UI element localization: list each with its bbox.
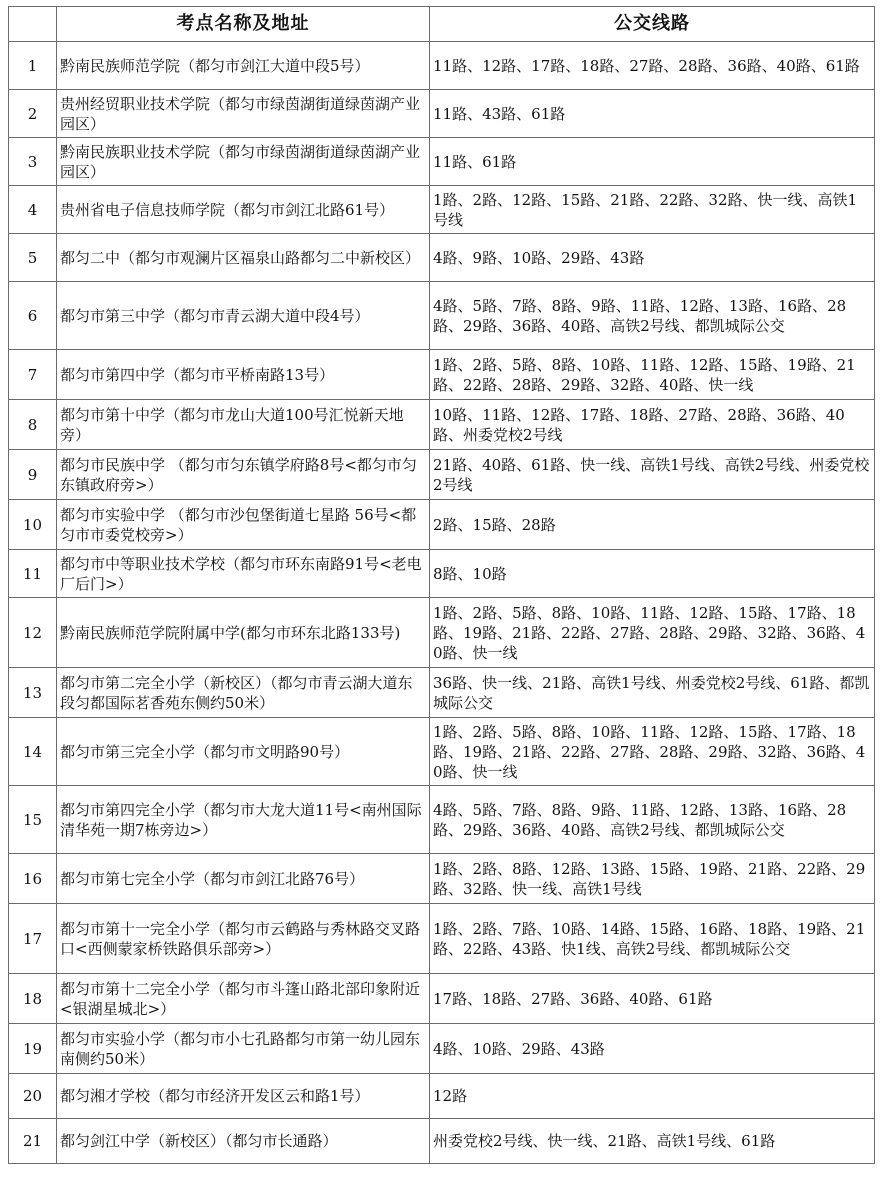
row-number: 17 [9, 904, 57, 974]
exam-site-name-address: 都匀市第十中学（都匀市龙山大道100号汇悦新天地旁） [57, 400, 430, 450]
table-row [9, 854, 875, 904]
bus-routes: 1路、2路、7路、10路、14路、15路、16路、18路、19路、21路、22路、43路、快1线、高铁2号线、都凯城际公交 [430, 904, 875, 974]
bus-routes: 8路、10路 [430, 550, 875, 598]
table-row [9, 138, 875, 186]
bus-routes: 1路、2路、8路、12路、13路、15路、19路、21路、22路、29路、32路、快一线、高铁1号线 [430, 854, 875, 904]
row-number: 9 [9, 450, 57, 500]
bus-routes: 1路、2路、5路、8路、10路、11路、12路、15路、17路、18路、19路、21路、22路、27路、28路、29路、32路、36路、40路、快一线 [430, 598, 875, 668]
bus-routes: 10路、11路、12路、17路、18路、27路、28路、36路、40路、州委党校2号线 [430, 400, 875, 450]
row-number: 2 [9, 90, 57, 138]
bus-routes: 4路、5路、7路、8路、9路、11路、12路、13路、16路、28路、29路、36路、40路、高铁2号线、都凯城际公交 [430, 282, 875, 350]
table-row [9, 450, 875, 500]
row-number: 14 [9, 718, 57, 786]
exam-site-name-address: 都匀市实验小学（都匀市小七孔路都匀市第一幼儿园东南侧约50米） [57, 1024, 430, 1074]
row-number: 11 [9, 550, 57, 598]
bus-routes: 1路、2路、5路、8路、10路、11路、12路、15路、17路、18路、19路、21路、22路、27路、28路、29路、32路、36路、40路、快一线 [430, 718, 875, 786]
table-row [9, 1119, 875, 1164]
row-number: 19 [9, 1024, 57, 1074]
row-number: 4 [9, 186, 57, 234]
table-row [9, 282, 875, 350]
bus-routes: 11路、12路、17路、18路、27路、28路、36路、40路、61路 [430, 42, 875, 90]
exam-site-name-address: 都匀市民族中学 （都匀市匀东镇学府路8号<都匀市匀东镇政府旁>） [57, 450, 430, 500]
row-number: 13 [9, 668, 57, 718]
exam-site-name-address: 都匀市第七完全小学（都匀市剑江北路76号） [57, 854, 430, 904]
bus-routes: 1路、2路、12路、15路、21路、22路、32路、快一线、高铁1号线 [430, 186, 875, 234]
exam-site-name-address: 贵州经贸职业技术学院（都匀市绿茵湖街道绿茵湖产业园区） [57, 90, 430, 138]
bus-routes: 2路、15路、28路 [430, 500, 875, 550]
bus-routes: 4路、9路、10路、29路、43路 [430, 234, 875, 282]
bus-routes: 11路、61路 [430, 138, 875, 186]
header-number [9, 7, 57, 42]
exam-site-name-address: 黔南民族师范学院（都匀市剑江大道中段5号） [57, 42, 430, 90]
header-site-name-address: 考点名称及地址 [57, 7, 430, 42]
exam-site-name-address: 都匀市第十二完全小学（都匀市斗篷山路北部印象附近<银湖星城北>） [57, 974, 430, 1024]
table-row [9, 234, 875, 282]
table-row [9, 550, 875, 598]
table-row [9, 668, 875, 718]
table-row [9, 400, 875, 450]
exam-site-name-address: 都匀市第三中学（都匀市青云湖大道中段4号） [57, 282, 430, 350]
row-number: 3 [9, 138, 57, 186]
table-row [9, 42, 875, 90]
bus-routes: 1路、2路、5路、8路、10路、11路、12路、15路、19路、21路、22路、28路、29路、32路、40路、快一线 [430, 350, 875, 400]
row-number: 7 [9, 350, 57, 400]
table-row [9, 186, 875, 234]
table-row [9, 598, 875, 668]
exam-site-name-address: 都匀湘才学校（都匀市经济开发区云和路1号） [57, 1074, 430, 1119]
exam-site-name-address: 都匀市第十一完全小学（都匀市云鹤路与秀林路交叉路口<西侧蒙家桥铁路俱乐部旁>） [57, 904, 430, 974]
bus-routes: 州委党校2号线、快一线、21路、高铁1号线、61路 [430, 1119, 875, 1164]
exam-site-name-address: 都匀市第三完全小学（都匀市文明路90号） [57, 718, 430, 786]
exam-site-name-address: 黔南民族师范学院附属中学(都匀市环东北路133号) [57, 598, 430, 668]
exam-site-name-address: 都匀市中等职业技术学校（都匀市环东南路91号<老电厂后门>） [57, 550, 430, 598]
exam-site-name-address: 黔南民族职业技术学院（都匀市绿茵湖街道绿茵湖产业园区） [57, 138, 430, 186]
table-row [9, 974, 875, 1024]
exam-site-name-address: 都匀市第四完全小学（都匀市大龙大道11号<南州国际清华苑一期7栋旁边>） [57, 786, 430, 854]
table-row [9, 1024, 875, 1074]
row-number: 12 [9, 598, 57, 668]
exam-site-name-address: 都匀市第四中学（都匀市平桥南路13号） [57, 350, 430, 400]
bus-routes: 4路、5路、7路、8路、9路、11路、12路、13路、16路、28路、29路、36路、40路、高铁2号线、都凯城际公交 [430, 786, 875, 854]
bus-routes: 12路 [430, 1074, 875, 1119]
table-row [9, 718, 875, 786]
row-number: 8 [9, 400, 57, 450]
table-row [9, 1074, 875, 1119]
bus-routes: 17路、18路、27路、36路、40路、61路 [430, 974, 875, 1024]
row-number: 5 [9, 234, 57, 282]
table-row [9, 90, 875, 138]
bus-routes: 21路、40路、61路、快一线、高铁1号线、高铁2号线、州委党校2号线 [430, 450, 875, 500]
exam-site-name-address: 都匀市实验中学 （都匀市沙包堡街道七星路 56号<都匀市市委党校旁>） [57, 500, 430, 550]
exam-site-name-address: 贵州省电子信息技师学院（都匀市剑江北路61号） [57, 186, 430, 234]
row-number: 15 [9, 786, 57, 854]
table-row [9, 500, 875, 550]
exam-site-name-address: 都匀市第二完全小学（新校区）（都匀市青云湖大道东段匀都国际茗香苑东侧约50米） [57, 668, 430, 718]
row-number: 20 [9, 1074, 57, 1119]
table-header-row [9, 7, 875, 42]
bus-routes: 36路、快一线、21路、高铁1号线、州委党校2号线、61路、都凯城际公交 [430, 668, 875, 718]
table-row [9, 786, 875, 854]
header-bus-routes: 公交线路 [430, 7, 875, 42]
exam-site-name-address: 都匀剑江中学（新校区）（都匀市长通路） [57, 1119, 430, 1164]
row-number: 18 [9, 974, 57, 1024]
exam-site-name-address: 都匀二中（都匀市观澜片区福泉山路都匀二中新校区） [57, 234, 430, 282]
table-row [9, 904, 875, 974]
table-row [9, 350, 875, 400]
row-number: 21 [9, 1119, 57, 1164]
row-number: 16 [9, 854, 57, 904]
bus-routes: 4路、10路、29路、43路 [430, 1024, 875, 1074]
table-body [9, 42, 875, 1164]
row-number: 1 [9, 42, 57, 90]
row-number: 6 [9, 282, 57, 350]
row-number: 10 [9, 500, 57, 550]
exam-site-bus-route-table [8, 6, 875, 1164]
bus-routes: 11路、43路、61路 [430, 90, 875, 138]
